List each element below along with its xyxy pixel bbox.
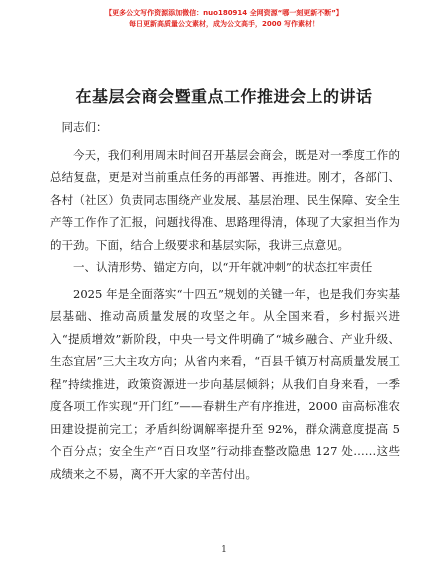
banner-line-1: 【更多公文写作资源添加微信：nuo180914 全网资源“哪一刻更新不断”】 [105, 9, 343, 17]
banner-line-2: 每日更新高质量公文素材，成为公文高手，2000 写作素材！ [129, 20, 319, 28]
paragraph-section-1: 2025 年是全面落实“十四五”规划的关键一年，也是我们夯实基层基础、推动高质量发展的攻坚之年。从全国来看，乡村振兴进入“提质增效”新阶段，中央一号文件明确了“城乡融合、产业升级、生态宜居”三大主攻方向；从省内来看，“百县千镇万村高质量发展工程”持续推进，政策资源进一步向基层倾斜；从我们自身来看，一季度各项工作实现“开门红”——春耕生产有序推进，2000 亩高标准农田建设提前完工；矛盾纠纷调解率提升至 92%，群众满意度提高 5 个百分点；安全生产“百日攻坚”行动排查整改隐患 127 处……这些成绩来之不易，离不开大家的辛苦付出。 [50, 286, 400, 481]
page-number: 1 [221, 545, 227, 555]
document-title: 在基层会商会暨重点工作推进会上的讲话 [75, 87, 373, 106]
document-body [50, 116, 400, 485]
section-heading-1: 一、认清形势、锚定方向，以“开年就冲刺”的状态扛牢责任 [73, 260, 373, 274]
paragraph-intro: 今天，我们利用周末时间召开基层会商会，既是对一季度工作的总结复盘，更是对当前重点任务的再部署、再推进。刚才，各部门、各村（社区）负责同志围绕产业发展、基层治理、民生保障、安全生产等工作作了汇报，问题找得准、思路理得清，体现了大家担当作为的干劲。下面，结合上级要求和基层实际，我讲三点意见。 [50, 147, 400, 252]
salutation: 同志们： [61, 120, 108, 134]
promo-banner [0, 8, 448, 29]
